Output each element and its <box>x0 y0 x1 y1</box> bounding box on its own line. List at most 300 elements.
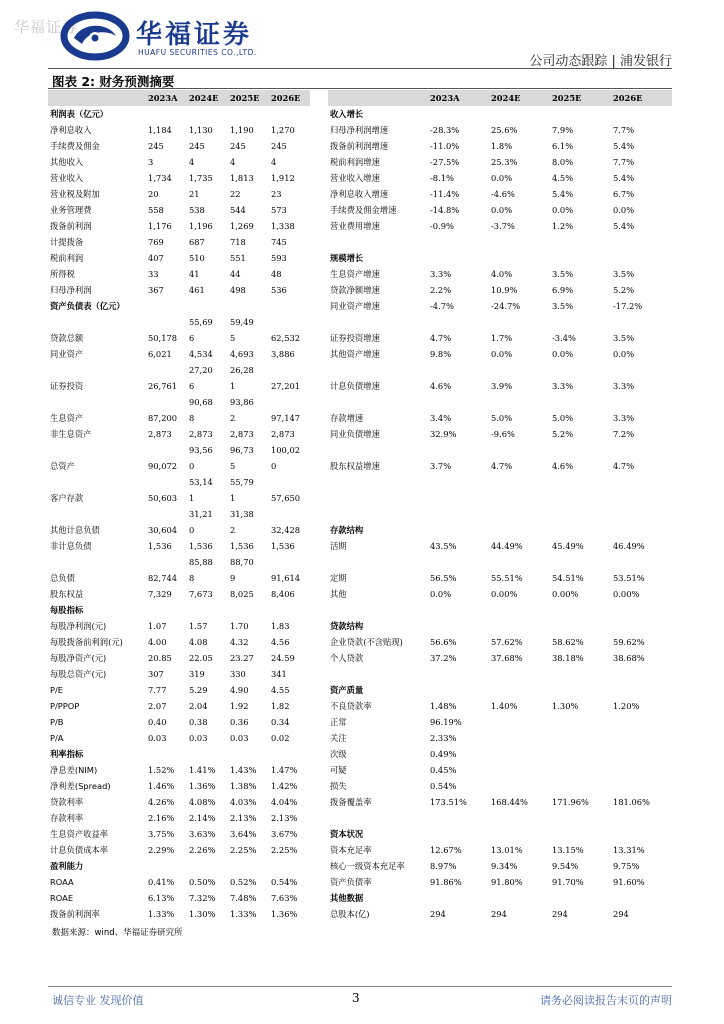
table-cell: 536 <box>271 285 287 295</box>
table-cell: 38.18% <box>552 653 584 663</box>
table-row <box>48 682 310 698</box>
row-label: 损失 <box>330 781 347 791</box>
table-cell <box>611 666 672 682</box>
row-label: ROAA <box>50 877 74 887</box>
table-cell: 3.7% <box>430 461 452 471</box>
table-cell <box>428 522 489 538</box>
table-cell <box>269 554 310 570</box>
table-row <box>48 250 310 266</box>
table-cell <box>611 506 672 522</box>
table-row <box>48 346 310 362</box>
table-cell <box>489 314 550 330</box>
row-label: 同业资产 <box>50 349 84 359</box>
table-cell: 57,650 <box>271 493 301 503</box>
table-cell <box>611 714 672 730</box>
table-cell <box>489 826 550 842</box>
figure-title: 图表 2: 财务预测摘要 <box>52 74 175 89</box>
section-header-row <box>48 298 310 314</box>
table-cell <box>146 474 187 490</box>
table-cell <box>550 522 611 538</box>
row-label: 资本充足率 <box>330 845 372 855</box>
table-cell <box>269 362 310 378</box>
table-row <box>48 458 310 474</box>
row-label: 非生息资产 <box>50 429 92 439</box>
table-cell <box>428 234 489 250</box>
table-cell <box>228 746 269 762</box>
table-cell <box>187 602 228 618</box>
row-label: 同业资产增速 <box>330 301 380 311</box>
table-cell: 1.38% <box>230 781 257 791</box>
table-cell: 4.5% <box>552 173 574 183</box>
table-cell: 6,021 <box>148 349 172 359</box>
table-row <box>328 122 672 138</box>
row-label: 其他收入 <box>50 157 84 167</box>
table-cell: 407 <box>148 253 164 263</box>
table-cell <box>550 602 611 618</box>
table-cell <box>611 810 672 826</box>
row-label: 不良贷款率 <box>330 701 372 711</box>
table-cell: 4.55 <box>271 685 290 695</box>
table-cell: 2,873 <box>148 429 172 439</box>
table-row <box>328 458 672 474</box>
table-cell: 5.4% <box>613 173 635 183</box>
table-row <box>328 346 672 362</box>
row-label: 计息负债成本率 <box>50 845 109 855</box>
row-label: 拨备前利润 <box>50 221 92 231</box>
table-cell <box>489 602 550 618</box>
table-cell: 1.33% <box>230 909 257 919</box>
row-label <box>328 234 428 250</box>
table-cell: 0.0% <box>491 205 513 215</box>
section-header-row <box>328 250 672 266</box>
table-cell <box>146 362 187 378</box>
table-row <box>48 442 310 458</box>
table-cell: -4.7% <box>430 301 454 311</box>
row-label <box>48 90 146 106</box>
table-row <box>48 794 310 810</box>
table-cell <box>489 714 550 730</box>
table-row <box>48 538 310 554</box>
row-label: 其他计息负债 <box>50 525 100 535</box>
table-cell <box>550 762 611 778</box>
table-cell: 97,147 <box>271 413 301 423</box>
table-cell: 4.56 <box>271 637 290 647</box>
table-cell: 4.6% <box>552 461 574 471</box>
table-cell: 13.31% <box>613 845 645 855</box>
table-cell <box>428 682 489 698</box>
table-cell: 7.77 <box>148 685 167 695</box>
row-label: 净利息收入增速 <box>330 189 389 199</box>
table-row <box>328 586 672 602</box>
table-cell <box>550 106 611 122</box>
table-cell <box>269 506 310 522</box>
table-cell: 3.4% <box>430 413 452 423</box>
column-header: 2026E <box>611 90 672 106</box>
table-cell: 58.62% <box>552 637 584 647</box>
table-cell: 4.04% <box>271 797 298 807</box>
table-cell <box>146 746 187 762</box>
row-label <box>328 474 428 490</box>
table-cell: 8,025 <box>230 589 254 599</box>
table-row <box>48 170 310 186</box>
table-cell: 0.00% <box>552 589 579 599</box>
table-cell: 330 <box>230 669 246 679</box>
table-cell <box>489 250 550 266</box>
table-row <box>328 554 672 570</box>
table-cell: 7.2% <box>613 429 635 439</box>
table-cell: 2.13% <box>230 813 257 823</box>
table-cell <box>550 362 611 378</box>
table-row <box>48 378 310 394</box>
row-label: 个人贷款 <box>330 653 364 663</box>
table-cell: 8,406 <box>271 589 295 599</box>
table-row <box>328 426 672 442</box>
table-cell: -9.6% <box>491 429 515 439</box>
row-label: 资产质量 <box>330 685 364 695</box>
table-cell: 0.54% <box>430 781 457 791</box>
table-cell <box>428 506 489 522</box>
table-cell <box>611 890 672 906</box>
row-label: 归母净利润增速 <box>330 125 389 135</box>
table-cell: 46.49% <box>613 541 645 551</box>
table-cell <box>611 490 672 506</box>
table-cell: 82,744 <box>148 573 178 583</box>
table-cell: 1.7% <box>491 333 513 343</box>
table-cell: 2,873 <box>230 429 254 439</box>
table-row <box>48 618 310 634</box>
table-row <box>48 282 310 298</box>
table-cell: 0.45% <box>430 765 457 775</box>
column-header: 2025E <box>550 90 611 106</box>
table-cell: 9.34% <box>491 861 518 871</box>
row-label <box>328 314 428 330</box>
table-cell: 1.40% <box>491 701 518 711</box>
row-label: 每股总资产(元) <box>50 669 107 679</box>
table-cell: 0.54% <box>271 877 298 887</box>
row-label: 生息资产增速 <box>330 269 380 279</box>
table-row <box>48 522 310 538</box>
table-cell: 0.49% <box>430 749 457 759</box>
table-cell <box>611 522 672 538</box>
table-row <box>48 570 310 586</box>
table-cell: 27,201 <box>271 381 301 391</box>
table-cell: -3.4% <box>552 333 576 343</box>
table-row <box>48 218 310 234</box>
table-cell: 12.67% <box>430 845 462 855</box>
table-cell: 1,536 <box>148 541 172 551</box>
table-row <box>328 410 672 426</box>
table-cell: 1,176 <box>148 221 172 231</box>
table-cell: 7.7% <box>613 157 635 167</box>
table-cell: 2,873 <box>189 429 213 439</box>
table-cell: 6.9% <box>552 285 574 295</box>
table-cell: 1.57 <box>189 621 208 631</box>
row-label <box>48 506 146 522</box>
table-cell <box>146 858 187 874</box>
table-cell: 48 <box>271 269 282 279</box>
row-label: 盈利能力 <box>50 861 84 871</box>
table-cell: 4.7% <box>613 461 635 471</box>
table-cell <box>489 666 550 682</box>
table-row <box>328 330 672 346</box>
table-cell <box>611 778 672 794</box>
table-cell: 3.3% <box>430 269 452 279</box>
table-cell: 1,735 <box>189 173 213 183</box>
table-row <box>48 586 310 602</box>
table-cell: 100,02 <box>271 445 301 455</box>
table-cell: 1.33% <box>148 909 175 919</box>
table-cell <box>146 554 187 570</box>
table-cell <box>611 682 672 698</box>
table-cell <box>611 234 672 250</box>
header-separator: | <box>611 54 620 69</box>
table-cell: 294 <box>491 909 507 919</box>
table-cell <box>428 618 489 634</box>
table-cell: 54.51% <box>552 573 584 583</box>
row-label <box>328 362 428 378</box>
watermark: 华福证券 <box>14 18 79 36</box>
row-label: P/E <box>50 685 64 695</box>
table-cell: 0.03 <box>148 733 167 743</box>
table-cell: 4 <box>189 157 195 167</box>
row-label <box>48 442 146 458</box>
row-label: 计息负债增速 <box>330 381 380 391</box>
row-label: 关注 <box>330 733 347 743</box>
table-cell: 50,178 <box>148 333 178 343</box>
section-header-row <box>328 890 672 906</box>
table-cell: 3,886 <box>271 349 295 359</box>
table-cell: 5.2% <box>613 285 635 295</box>
table-cell: 5.4% <box>613 221 635 231</box>
table-row <box>48 330 310 346</box>
table-cell: -24.7% <box>491 301 521 311</box>
table-cell <box>550 666 611 682</box>
table-row <box>48 122 310 138</box>
row-label <box>48 394 146 410</box>
table-row <box>328 778 672 794</box>
table-row <box>328 218 672 234</box>
table-cell: -11.4% <box>430 189 460 199</box>
table-cell: 1,196 <box>189 221 213 231</box>
table-cell: 2 <box>230 525 236 535</box>
table-cell: 91.60% <box>613 877 645 887</box>
table-row <box>328 474 672 490</box>
table-cell <box>269 394 310 410</box>
table-cell: 62,532 <box>271 333 301 343</box>
table-cell: 3 <box>148 157 154 167</box>
table-cell: 6.7% <box>613 189 635 199</box>
column-header: 2023A <box>146 90 187 106</box>
table-cell: 510 <box>189 253 205 263</box>
row-label: 资产负债率 <box>330 877 372 887</box>
row-label: 营业收入 <box>50 173 84 183</box>
logo-name-cn: 华福证券 <box>136 20 253 50</box>
table-cell: 5 <box>230 333 236 343</box>
table-cell: -27.5% <box>430 157 460 167</box>
table-cell <box>428 810 489 826</box>
row-label: 证券投资增速 <box>330 333 380 343</box>
table-row <box>48 234 310 250</box>
table-cell <box>550 506 611 522</box>
row-label: 活期 <box>330 541 347 551</box>
table-cell <box>611 762 672 778</box>
table-cell: 4.08% <box>189 797 216 807</box>
table-row <box>328 650 672 666</box>
row-label: P/PPOP <box>50 701 80 711</box>
section-header-row <box>328 826 672 842</box>
table-cell <box>489 810 550 826</box>
table-cell: 7.32% <box>189 893 216 903</box>
table-cell: 59,49 <box>230 317 254 327</box>
table-row <box>48 154 310 170</box>
row-label: 每股指标 <box>50 605 84 615</box>
row-label: P/A <box>50 733 64 743</box>
table-cell: 1.52% <box>148 765 175 775</box>
table-cell <box>611 730 672 746</box>
table-cell: 4.7% <box>491 461 513 471</box>
table-cell: 1.46% <box>148 781 175 791</box>
table-cell: 1 <box>230 493 236 503</box>
table-cell: 3.67% <box>271 829 298 839</box>
table-cell <box>187 746 228 762</box>
table-row <box>328 266 672 282</box>
table-cell <box>550 442 611 458</box>
table-cell: 0.40 <box>148 717 167 727</box>
table-cell: 544 <box>230 205 246 215</box>
table-cell <box>550 810 611 826</box>
table-cell: 0.38 <box>189 717 208 727</box>
table-cell: 4 <box>271 157 277 167</box>
table-cell <box>428 362 489 378</box>
table-cell: 367 <box>148 285 164 295</box>
table-cell <box>611 250 672 266</box>
table-cell <box>146 506 187 522</box>
table-row <box>48 474 310 490</box>
table-cell: 93,86 <box>230 397 254 407</box>
table-cell: 4.00 <box>148 637 167 647</box>
table-cell <box>489 474 550 490</box>
table-cell: 1 <box>189 493 195 503</box>
row-label: 税前利润 <box>50 253 84 263</box>
row-label: 股东权益增速 <box>330 461 380 471</box>
row-label <box>48 554 146 570</box>
row-label <box>328 666 428 682</box>
table-cell <box>228 106 269 122</box>
footer-divider <box>48 986 672 987</box>
table-cell: 4.6% <box>430 381 452 391</box>
table-cell: 745 <box>271 237 287 247</box>
table-cell <box>428 106 489 122</box>
table-cell: 5.2% <box>552 429 574 439</box>
table-row <box>328 170 672 186</box>
table-cell: 0 <box>189 525 195 535</box>
table-cell: 3.3% <box>613 413 635 423</box>
table-cell <box>428 602 489 618</box>
row-label: 核心一级资本充足率 <box>330 861 405 871</box>
table-cell <box>146 602 187 618</box>
table-cell: 43.5% <box>430 541 457 551</box>
table-cell: 7.63% <box>271 893 298 903</box>
table-cell: 3.63% <box>189 829 216 839</box>
table-cell <box>269 858 310 874</box>
table-cell <box>550 314 611 330</box>
row-label: 其他资产增速 <box>330 349 380 359</box>
row-label: 拨备前利润率 <box>50 909 100 919</box>
table-cell: 2.26% <box>189 845 216 855</box>
table-cell: 0.52% <box>230 877 257 887</box>
table-cell: -28.3% <box>430 125 460 135</box>
table-cell: 20.85 <box>148 653 172 663</box>
table-cell <box>146 314 187 330</box>
table-row <box>328 746 672 762</box>
table-cell: 5.0% <box>491 413 513 423</box>
table-row <box>48 138 310 154</box>
table-cell: 1.42% <box>271 781 298 791</box>
table-cell: 1.30% <box>189 909 216 919</box>
table-row <box>328 714 672 730</box>
table-row <box>328 138 672 154</box>
table-cell <box>187 858 228 874</box>
row-label <box>328 602 428 618</box>
logo-swirl-icon <box>60 10 130 62</box>
table-row <box>48 730 310 746</box>
column-header: 2024E <box>489 90 550 106</box>
table-cell: 4.03% <box>230 797 257 807</box>
table-cell: 0.50% <box>189 877 216 887</box>
table-cell: 3.5% <box>613 269 635 279</box>
table-cell: 319 <box>189 669 205 679</box>
table-cell: 44 <box>230 269 241 279</box>
column-header: 2024E <box>187 90 228 106</box>
table-cell <box>269 474 310 490</box>
table-cell <box>489 730 550 746</box>
table-row <box>48 826 310 842</box>
table-cell: 573 <box>271 205 287 215</box>
footer-disclaimer: 请务必阅读报告末页的声明 <box>540 994 672 1007</box>
table-cell <box>550 746 611 762</box>
table-row <box>48 762 310 778</box>
table-cell <box>428 890 489 906</box>
row-label: 贷款总额 <box>50 333 84 343</box>
table-cell: 3.5% <box>613 333 635 343</box>
table-cell: -14.8% <box>430 205 460 215</box>
table-cell: 498 <box>230 285 246 295</box>
table-cell: 3.64% <box>230 829 257 839</box>
row-label: 营业税及附加 <box>50 189 100 199</box>
row-label: 所得税 <box>50 269 75 279</box>
table-cell: 0.00% <box>491 589 518 599</box>
table-cell: 4,534 <box>189 349 213 359</box>
table-cell: 91.80% <box>491 877 523 887</box>
section-header-row <box>328 106 672 122</box>
table-cell: 96,73 <box>230 445 254 455</box>
table-cell: 55,79 <box>230 477 254 487</box>
table-cell: 4.32 <box>230 637 249 647</box>
table-cell <box>489 778 550 794</box>
table-cell <box>146 298 187 314</box>
table-cell <box>428 314 489 330</box>
table-row <box>328 874 672 890</box>
table-cell: 1.2% <box>552 221 574 231</box>
table-cell: 171.96% <box>552 797 589 807</box>
table-cell: 4 <box>230 157 236 167</box>
data-source-note: 数据来源：wind、华福证券研究所 <box>52 928 183 938</box>
table-cell: 30,604 <box>148 525 178 535</box>
company-logo <box>60 10 270 62</box>
table-cell <box>428 554 489 570</box>
table-cell <box>489 362 550 378</box>
row-label: 计提拨备 <box>50 237 84 247</box>
